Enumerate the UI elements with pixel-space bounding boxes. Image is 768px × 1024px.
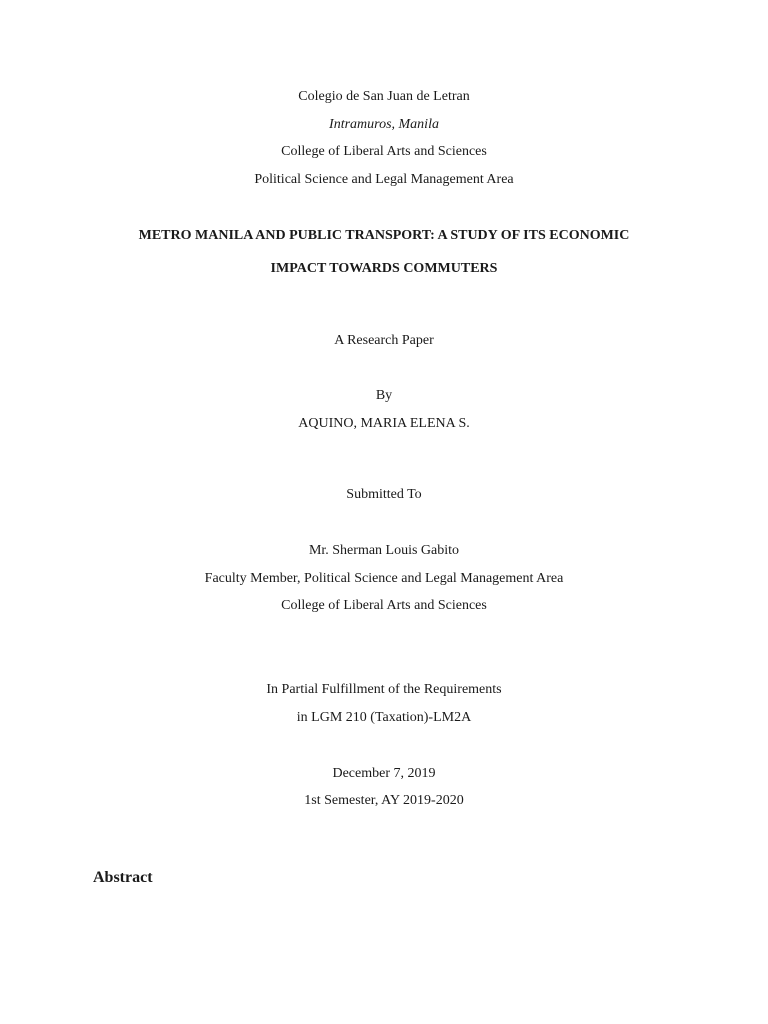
college-name: College of Liberal Arts and Sciences <box>281 144 487 159</box>
paper-title-line-2: IMPACT TOWARDS COMMUTERS <box>270 261 498 276</box>
paper-type: A Research Paper <box>334 333 434 348</box>
semester: 1st Semester, AY 2019-2020 <box>304 793 464 808</box>
submitted-to-label: Submitted To <box>346 487 422 502</box>
adviser-college: College of Liberal Arts and Sciences <box>281 598 487 613</box>
abstract-heading: Abstract <box>93 869 153 886</box>
by-label: By <box>375 388 393 403</box>
adviser-position: Faculty Member, Political Science and Legal Management Area <box>204 571 564 586</box>
fulfillment-line-2: in LGM 210 (Taxation)-LM2A <box>296 710 472 725</box>
submission-date: December 7, 2019 <box>332 766 436 781</box>
adviser-name: Mr. Sherman Louis Gabito <box>308 543 460 558</box>
institution-location: Intramuros, Manila <box>329 117 439 132</box>
author-name: AQUINO, MARIA ELENA S. <box>298 416 470 431</box>
institution-name: Colegio de San Juan de Letran <box>298 89 470 104</box>
paper-title-line-1: METRO MANILA AND PUBLIC TRANSPORT: A STUDY OF ITS ECONOMIC <box>138 228 630 243</box>
area-name: Political Science and Legal Management Area <box>254 172 514 187</box>
fulfillment-line-1: In Partial Fulfillment of the Requirements <box>266 682 502 697</box>
